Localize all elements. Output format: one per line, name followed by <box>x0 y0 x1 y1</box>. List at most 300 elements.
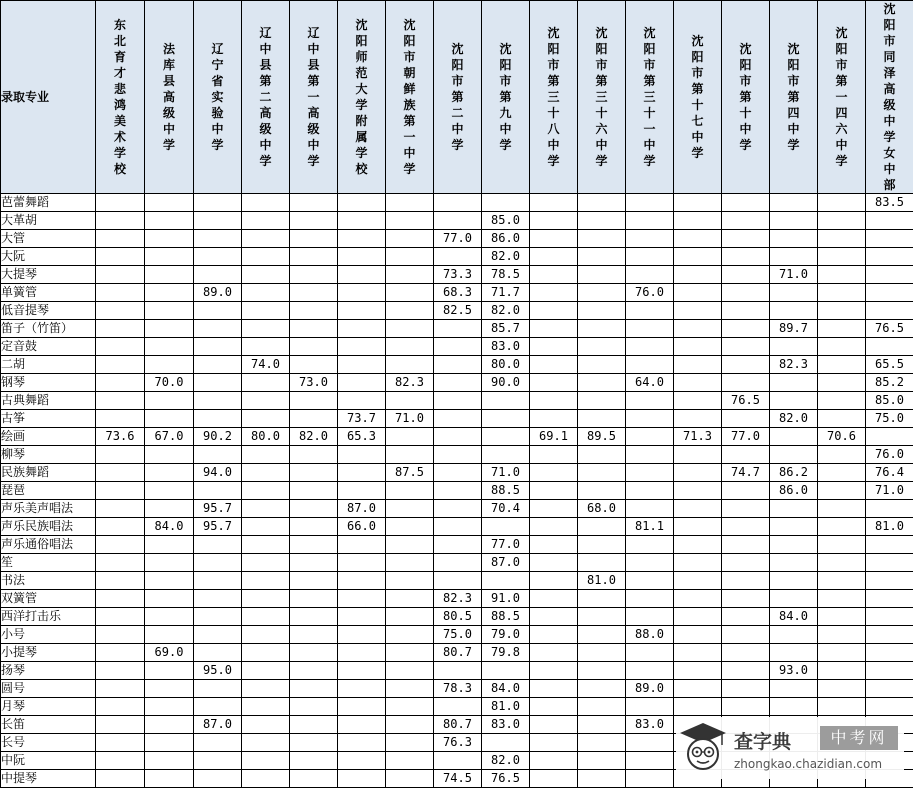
score-cell <box>626 302 674 320</box>
score-cell <box>386 194 434 212</box>
score-cell <box>770 284 818 302</box>
score-cell <box>338 680 386 698</box>
score-cell <box>145 266 194 284</box>
score-cell <box>338 752 386 770</box>
score-cell <box>818 356 866 374</box>
score-cell: 79.8 <box>482 644 530 662</box>
score-cell <box>194 680 242 698</box>
score-cell: 86.0 <box>770 482 818 500</box>
score-cell <box>818 482 866 500</box>
score-cell <box>96 644 145 662</box>
school-name: 沈阳市第三十一中学 <box>643 26 656 168</box>
score-cell <box>578 356 626 374</box>
score-cell <box>290 392 338 410</box>
score-cell <box>578 752 626 770</box>
score-cell <box>866 338 913 356</box>
score-cell: 95.0 <box>194 662 242 680</box>
score-cell <box>434 356 482 374</box>
score-cell <box>290 338 338 356</box>
score-cell <box>626 446 674 464</box>
score-cell <box>290 572 338 590</box>
watermark <box>676 717 904 779</box>
score-cell <box>290 590 338 608</box>
score-cell: 80.0 <box>242 428 290 446</box>
score-cell <box>434 446 482 464</box>
score-cell <box>770 644 818 662</box>
table-row <box>1 518 913 536</box>
score-cell <box>434 518 482 536</box>
score-cell <box>290 302 338 320</box>
score-cell <box>530 320 578 338</box>
score-cell <box>626 536 674 554</box>
score-cell: 73.3 <box>434 266 482 284</box>
score-cell <box>818 374 866 392</box>
column-header-school <box>578 1 626 194</box>
score-cell <box>242 482 290 500</box>
score-cell <box>866 626 913 644</box>
score-cell <box>386 338 434 356</box>
score-cell <box>530 590 578 608</box>
score-cell <box>145 698 194 716</box>
score-cell <box>338 572 386 590</box>
score-cell <box>626 392 674 410</box>
table-row <box>1 212 913 230</box>
score-cell <box>145 356 194 374</box>
table-row <box>1 356 913 374</box>
score-cell <box>145 608 194 626</box>
subject-cell: 大革胡 <box>1 212 96 230</box>
watermark-brand: 查字典 <box>734 731 792 753</box>
score-cell <box>242 554 290 572</box>
score-cell <box>96 464 145 482</box>
score-cell <box>722 572 770 590</box>
score-cell <box>866 248 913 266</box>
score-cell <box>674 680 722 698</box>
score-cell <box>194 554 242 572</box>
score-cell <box>818 284 866 302</box>
score-cell <box>818 698 866 716</box>
score-cell <box>290 446 338 464</box>
column-header-school <box>482 1 530 194</box>
subject-cell: 芭蕾舞蹈 <box>1 194 96 212</box>
score-cell <box>866 212 913 230</box>
school-name: 沈阳市同泽高级中学女中部 <box>883 2 896 192</box>
score-cell <box>145 284 194 302</box>
score-cell <box>194 608 242 626</box>
score-cell <box>242 302 290 320</box>
score-cell <box>626 644 674 662</box>
score-cell <box>626 338 674 356</box>
score-cell <box>338 446 386 464</box>
subject-cell: 长笛 <box>1 716 96 734</box>
score-cell <box>866 698 913 716</box>
score-cell <box>386 572 434 590</box>
score-cell: 70.6 <box>818 428 866 446</box>
subject-cell: 中阮 <box>1 752 96 770</box>
table-row <box>1 572 913 590</box>
score-cell <box>674 248 722 266</box>
score-cell: 81.0 <box>866 518 913 536</box>
score-cell <box>770 500 818 518</box>
score-cell <box>770 248 818 266</box>
score-cell: 85.2 <box>866 374 913 392</box>
score-cell <box>434 194 482 212</box>
subject-cell: 书法 <box>1 572 96 590</box>
score-cell: 91.0 <box>482 590 530 608</box>
score-cell: 85.0 <box>866 392 913 410</box>
score-cell <box>770 572 818 590</box>
score-cell: 74.5 <box>434 770 482 788</box>
score-cell <box>386 608 434 626</box>
score-cell: 95.7 <box>194 500 242 518</box>
score-cell <box>96 554 145 572</box>
score-cell <box>338 536 386 554</box>
score-cell <box>722 194 770 212</box>
score-cell <box>482 410 530 428</box>
score-cell <box>674 500 722 518</box>
score-cell: 88.0 <box>626 626 674 644</box>
score-cell <box>96 374 145 392</box>
score-cell <box>338 734 386 752</box>
score-cell <box>338 392 386 410</box>
score-cell <box>242 266 290 284</box>
score-cell <box>530 446 578 464</box>
school-name: 沈阳市第九中学 <box>499 42 512 152</box>
subject-cell: 低音提琴 <box>1 302 96 320</box>
score-cell <box>626 320 674 338</box>
score-cell: 64.0 <box>626 374 674 392</box>
score-cell <box>674 572 722 590</box>
table-row <box>1 392 913 410</box>
score-cell <box>626 608 674 626</box>
score-cell: 82.0 <box>482 752 530 770</box>
score-cell <box>290 554 338 572</box>
score-cell <box>386 248 434 266</box>
score-cell <box>96 572 145 590</box>
score-cell: 85.7 <box>482 320 530 338</box>
score-cell <box>626 662 674 680</box>
score-cell: 74.7 <box>722 464 770 482</box>
score-cell <box>866 230 913 248</box>
score-cell: 83.0 <box>482 716 530 734</box>
score-cell <box>338 266 386 284</box>
score-cell: 76.3 <box>434 734 482 752</box>
score-cell: 93.0 <box>770 662 818 680</box>
score-cell: 66.0 <box>338 518 386 536</box>
score-cell: 68.0 <box>578 500 626 518</box>
score-cell <box>434 500 482 518</box>
table-row <box>1 536 913 554</box>
header-row <box>1 1 913 194</box>
score-cell <box>194 320 242 338</box>
score-cell <box>866 680 913 698</box>
score-cell: 82.3 <box>386 374 434 392</box>
score-cell <box>674 464 722 482</box>
score-cell <box>194 536 242 554</box>
score-cell: 85.0 <box>482 212 530 230</box>
table-row <box>1 464 913 482</box>
score-cell <box>194 356 242 374</box>
score-cell <box>338 248 386 266</box>
score-cell <box>96 266 145 284</box>
score-cell <box>578 302 626 320</box>
score-cell: 78.5 <box>482 266 530 284</box>
score-cell <box>290 518 338 536</box>
score-cell <box>482 572 530 590</box>
score-cell <box>530 356 578 374</box>
watermark-site: zhongkao.chazidian.com <box>734 757 883 771</box>
score-cell: 78.3 <box>434 680 482 698</box>
score-cell <box>242 716 290 734</box>
score-cell: 81.0 <box>482 698 530 716</box>
score-cell <box>722 212 770 230</box>
score-cell <box>674 302 722 320</box>
score-cell <box>434 464 482 482</box>
score-cell <box>338 194 386 212</box>
score-cell <box>818 518 866 536</box>
score-cell <box>386 662 434 680</box>
score-cell <box>530 752 578 770</box>
column-header-school <box>674 1 722 194</box>
score-cell: 76.5 <box>482 770 530 788</box>
table-row <box>1 428 913 446</box>
score-cell <box>770 428 818 446</box>
score-cell <box>386 590 434 608</box>
score-cell: 86.0 <box>482 230 530 248</box>
score-cell <box>145 212 194 230</box>
score-cell <box>145 662 194 680</box>
score-cell <box>530 608 578 626</box>
score-cell <box>578 266 626 284</box>
score-cell: 82.0 <box>770 410 818 428</box>
score-cell <box>386 392 434 410</box>
score-cell <box>194 572 242 590</box>
score-cell <box>770 230 818 248</box>
score-cell <box>96 734 145 752</box>
score-cell <box>530 698 578 716</box>
subject-cell: 定音鼓 <box>1 338 96 356</box>
school-name: 沈阳市第一四六中学 <box>835 26 848 168</box>
score-cell <box>96 482 145 500</box>
subject-cell: 笙 <box>1 554 96 572</box>
score-cell <box>722 536 770 554</box>
score-cell <box>96 356 145 374</box>
score-cell <box>434 752 482 770</box>
score-cell <box>242 752 290 770</box>
score-cell <box>242 194 290 212</box>
score-cell <box>194 770 242 788</box>
score-cell <box>194 338 242 356</box>
score-cell: 67.0 <box>145 428 194 446</box>
table-row <box>1 662 913 680</box>
score-cell <box>722 356 770 374</box>
score-cell: 81.0 <box>578 572 626 590</box>
column-header-school <box>386 1 434 194</box>
score-cell <box>530 626 578 644</box>
column-header-school <box>866 1 913 194</box>
score-cell <box>530 374 578 392</box>
score-cell: 89.0 <box>194 284 242 302</box>
score-cell <box>674 194 722 212</box>
score-cell: 90.2 <box>194 428 242 446</box>
table-row <box>1 698 913 716</box>
score-cell: 71.0 <box>386 410 434 428</box>
score-cell <box>530 662 578 680</box>
score-cell <box>194 302 242 320</box>
score-cell <box>866 266 913 284</box>
score-cell <box>770 374 818 392</box>
score-cell <box>818 500 866 518</box>
subject-cell: 单簧管 <box>1 284 96 302</box>
score-cell <box>866 662 913 680</box>
subject-cell: 小提琴 <box>1 644 96 662</box>
score-cell: 76.4 <box>866 464 913 482</box>
score-cell: 94.0 <box>194 464 242 482</box>
score-cell <box>482 662 530 680</box>
score-cell <box>818 536 866 554</box>
score-cell <box>290 608 338 626</box>
score-cell: 65.3 <box>338 428 386 446</box>
score-cell <box>338 770 386 788</box>
score-cell <box>434 338 482 356</box>
score-cell <box>338 608 386 626</box>
subject-cell: 古筝 <box>1 410 96 428</box>
subject-cell: 声乐美声唱法 <box>1 500 96 518</box>
score-cell: 82.3 <box>770 356 818 374</box>
score-cell <box>386 752 434 770</box>
table-row <box>1 590 913 608</box>
score-cell <box>96 302 145 320</box>
score-cell: 86.2 <box>770 464 818 482</box>
score-cell <box>530 500 578 518</box>
score-cell <box>338 662 386 680</box>
score-cell <box>818 554 866 572</box>
score-cell <box>482 518 530 536</box>
table-row <box>1 248 913 266</box>
score-cell <box>434 572 482 590</box>
score-cell <box>530 392 578 410</box>
score-cell <box>626 356 674 374</box>
score-cell <box>866 302 913 320</box>
score-cell <box>578 608 626 626</box>
score-cell <box>290 482 338 500</box>
column-header-school <box>242 1 290 194</box>
score-cell <box>242 626 290 644</box>
score-cell <box>818 680 866 698</box>
score-cell <box>578 554 626 572</box>
subject-cell: 扬琴 <box>1 662 96 680</box>
school-name: 沈阳市第三十八中学 <box>547 26 560 168</box>
subject-cell: 声乐通俗唱法 <box>1 536 96 554</box>
subject-cell: 双簧管 <box>1 590 96 608</box>
score-cell <box>242 212 290 230</box>
score-cell: 82.5 <box>434 302 482 320</box>
score-cell: 71.0 <box>482 464 530 482</box>
column-header-school <box>434 1 482 194</box>
score-cell <box>674 644 722 662</box>
score-cell <box>386 536 434 554</box>
score-cell <box>194 752 242 770</box>
school-name: 沈阳市第十中学 <box>739 42 752 152</box>
score-cell <box>242 284 290 302</box>
table-row <box>1 644 913 662</box>
score-cell <box>866 536 913 554</box>
score-cell <box>194 230 242 248</box>
score-cell <box>145 752 194 770</box>
score-cell <box>194 266 242 284</box>
score-cell <box>96 194 145 212</box>
score-cell <box>578 770 626 788</box>
school-name: 沈阳市第二中学 <box>451 42 464 152</box>
score-cell: 69.0 <box>145 644 194 662</box>
score-cell <box>626 194 674 212</box>
score-cell <box>530 770 578 788</box>
score-cell <box>578 248 626 266</box>
score-cell <box>578 230 626 248</box>
subject-cell: 中提琴 <box>1 770 96 788</box>
subject-cell: 声乐民族唱法 <box>1 518 96 536</box>
score-cell <box>722 698 770 716</box>
score-cell <box>770 680 818 698</box>
score-cell <box>145 770 194 788</box>
score-cell: 75.0 <box>434 626 482 644</box>
score-cell <box>194 248 242 266</box>
score-cell <box>242 248 290 266</box>
score-cell <box>626 266 674 284</box>
subject-cell: 古典舞蹈 <box>1 392 96 410</box>
score-cell <box>578 590 626 608</box>
score-cell <box>674 410 722 428</box>
table-row <box>1 320 913 338</box>
score-cell <box>626 410 674 428</box>
score-cell: 73.0 <box>290 374 338 392</box>
score-cell: 81.1 <box>626 518 674 536</box>
score-cell: 84.0 <box>482 680 530 698</box>
score-cell <box>290 662 338 680</box>
score-cell <box>626 212 674 230</box>
score-cell <box>770 302 818 320</box>
score-cell <box>818 662 866 680</box>
score-cell <box>866 608 913 626</box>
subject-cell: 钢琴 <box>1 374 96 392</box>
score-cell <box>530 572 578 590</box>
score-cell <box>818 248 866 266</box>
table-body <box>1 194 913 788</box>
score-cell <box>338 698 386 716</box>
score-cell <box>290 644 338 662</box>
score-cell <box>386 734 434 752</box>
column-header-school <box>338 1 386 194</box>
score-cell <box>386 302 434 320</box>
score-cell <box>578 464 626 482</box>
score-cell <box>578 284 626 302</box>
score-cell <box>96 320 145 338</box>
score-cell <box>818 266 866 284</box>
score-cell <box>626 734 674 752</box>
subject-cell: 西洋打击乐 <box>1 608 96 626</box>
score-cell <box>96 446 145 464</box>
score-cell <box>145 716 194 734</box>
score-cell <box>770 518 818 536</box>
score-cell <box>338 302 386 320</box>
score-cell <box>242 770 290 788</box>
score-cell <box>722 644 770 662</box>
score-cell <box>242 320 290 338</box>
subject-cell: 大阮 <box>1 248 96 266</box>
school-name: 沈阳市朝鲜族第一中学 <box>403 18 416 176</box>
score-cell <box>290 536 338 554</box>
score-cell <box>145 554 194 572</box>
